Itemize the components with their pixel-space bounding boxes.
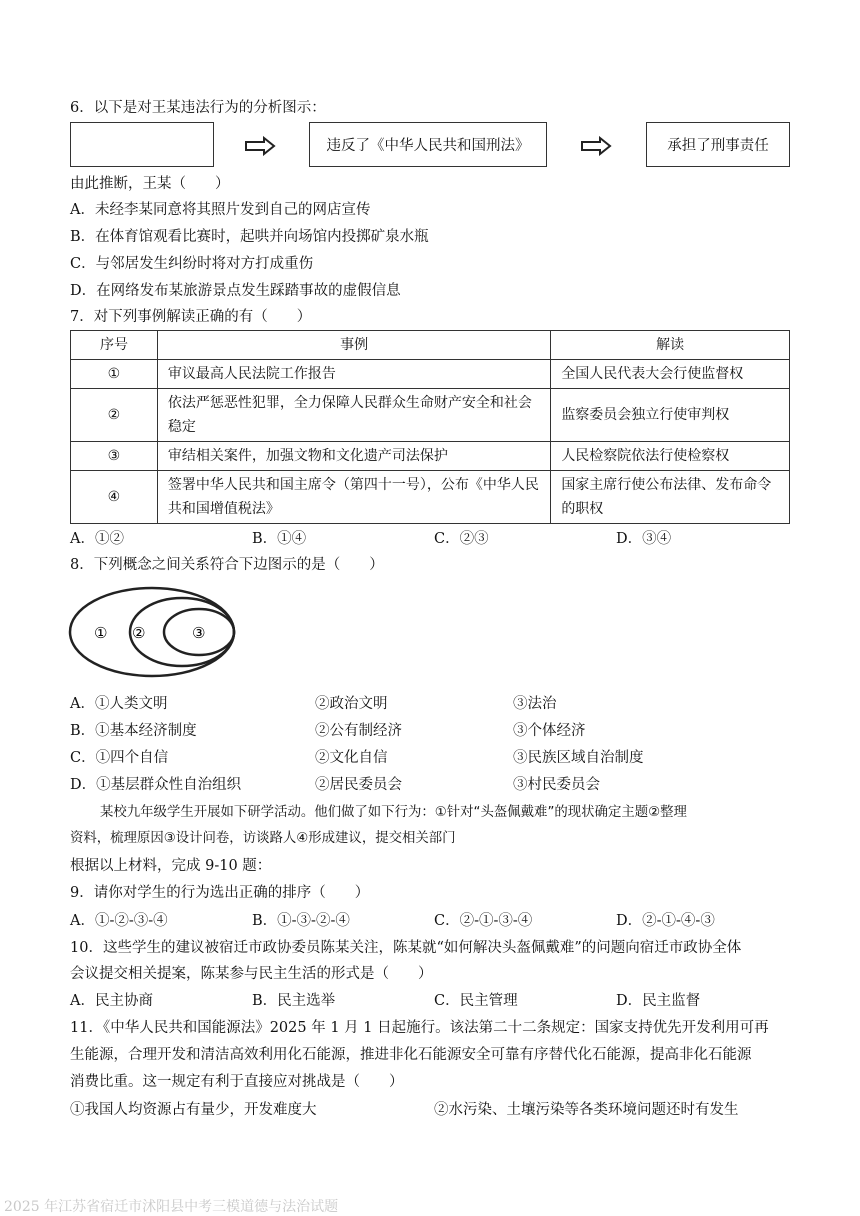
table-cell-no: ④: [71, 471, 158, 524]
table-header: 事例: [157, 331, 550, 360]
q7-option-a: A．①②: [70, 531, 124, 547]
q7-table: [70, 330, 790, 524]
right-arrow-icon: [580, 136, 612, 156]
q11-stem-2: 生能源，合理开发和清洁高效利用化石能源，推进非化石能源安全可靠有序替代化石能源，提高非化石能源: [70, 1047, 752, 1063]
table-cell-no: ②: [71, 389, 158, 442]
q11-stem-1: 11．《中华人民共和国能源法》2025 年 1 月 1 日起施行。该法第二十二条规定：国家支持优先开发利用可再: [70, 1020, 769, 1036]
footer-watermark: 2025 年江苏省宿迁市沭阳县中考三模道德与法治试题: [4, 1199, 339, 1215]
option-part: B．①基本经济制度: [70, 723, 197, 739]
table-row: [71, 360, 790, 389]
option-part: ③个体经济: [513, 723, 586, 739]
q9-option-d: D．②-①-④-③: [616, 913, 715, 929]
table-cell-no: ①: [71, 360, 158, 389]
table-cell-case: 依法严惩恶性犯罪，全力保障人民群众生命财产安全和社会稳定: [157, 389, 550, 442]
option-part: ②居民委员会: [315, 777, 402, 793]
q7-option-c: C．②③: [434, 531, 489, 547]
material-instruction: 根据以上材料，完成 9-10 题：: [70, 858, 272, 874]
material-line-1: 某校九年级学生开展如下研学活动。他们做了如下行为：①针对“头盔佩戴难”的现状确定主题②整理: [100, 805, 687, 820]
option-part: ③民族区域自治制度: [513, 750, 644, 766]
table-cell-reading: 监察委员会独立行使审判权: [551, 389, 790, 442]
option-part: ②政治文明: [315, 696, 388, 712]
q10-stem-2: 会议提交相关提案，陈某参与民主生活的形式是（ ）: [70, 966, 433, 982]
q11-item-2: ②水污染、土壤污染等各类环境问题还时有发生: [434, 1102, 739, 1118]
table-row: [71, 471, 790, 524]
table-row: [71, 389, 790, 442]
q9-option-a: A．①-②-③-④: [70, 913, 168, 929]
option-part: ②文化自信: [315, 750, 388, 766]
table-cell-reading: 人民检察院依法行使检察权: [551, 442, 790, 471]
option-part: A．①人类文明: [70, 696, 168, 712]
table-header: 序号: [71, 331, 158, 360]
table-header-row: [71, 331, 790, 360]
q6-option-c: C．与邻居发生纠纷时将对方打成重伤: [70, 256, 314, 272]
q6-stem: 6．以下是对王某违法行为的分析图示：: [70, 100, 326, 116]
q10-stem-1: 10．这些学生的建议被宿迁市政协委员陈某关注，陈某就“如何解决头盔佩戴难”的问题向宿迁市政协全体: [70, 940, 742, 956]
q6-option-b: B．在体育馆观看比赛时，起哄并向场馆内投掷矿泉水瓶: [70, 229, 429, 245]
table-cell-reading: 全国人民代表大会行使监督权: [551, 360, 790, 389]
table-row: [71, 442, 790, 471]
q9-option-b: B．①-③-②-④: [252, 913, 350, 929]
q6-option-d: D．在网络发布某旅游景点发生踩踏事故的虚假信息: [70, 283, 401, 299]
q7-option-d: D．③④: [616, 531, 672, 547]
q6-option-a: A．未经李某同意将其照片发到自己的网店宣传: [70, 202, 371, 218]
right-arrow-icon: [244, 136, 276, 156]
q10-option-d: D．民主监督: [616, 993, 701, 1009]
table-cell-reading: 国家主席行使公布法律、发布命令的职权: [551, 471, 790, 524]
circle-label: ③: [192, 624, 206, 642]
q6-box-liability: 承担了刑事责任: [646, 122, 790, 167]
circle-label: ②: [132, 624, 146, 642]
q9-stem: 9．请你对学生的行为选出正确的排序（ ）: [70, 885, 370, 901]
q11-stem-3: 消费比重。这一规定有利于直接应对挑战是（ ）: [70, 1074, 404, 1090]
q6-box-violation: 违反了《中华人民共和国刑法》: [309, 122, 547, 167]
q6-box-blank: [70, 122, 214, 167]
table-cell-case: 审结相关案件，加强文物和文化遗产司法保护: [157, 442, 550, 471]
table-cell-case: 签署中华人民共和国主席令（第四十一号），公布《中华人民共和国增值税法》: [157, 471, 550, 524]
q7-stem: 7．对下列事例解读正确的有（ ）: [70, 309, 312, 325]
option-part: ③法治: [513, 696, 557, 712]
q9-option-c: C．②-①-③-④: [434, 913, 533, 929]
table-header: 解读: [551, 331, 790, 360]
table-cell-no: ③: [71, 442, 158, 471]
option-part: C．①四个自信: [70, 750, 169, 766]
q7-option-b: B．①④: [252, 531, 307, 547]
q10-option-b: B．民主选举: [252, 993, 336, 1009]
option-part: D．①基层群众性自治组织: [70, 777, 242, 793]
option-part: ③村民委员会: [513, 777, 600, 793]
q6-follow: 由此推断，王某（ ）: [70, 176, 230, 192]
q8-stem: 8．下列概念之间关系符合下边图示的是（ ）: [70, 557, 384, 573]
nested-ellipses-diagram: [68, 584, 240, 680]
option-part: ②公有制经济: [315, 723, 402, 739]
material-line-2: 资料，梳理原因③设计问卷，访谈路人④形成建议，提交相关部门: [70, 831, 456, 846]
q11-item-1: ①我国人均资源占有量少，开发难度大: [70, 1102, 317, 1118]
q10-option-a: A．民主协商: [70, 993, 153, 1009]
table-cell-case: 审议最高人民法院工作报告: [157, 360, 550, 389]
q10-option-c: C．民主管理: [434, 993, 518, 1009]
circle-label: ①: [94, 624, 108, 642]
